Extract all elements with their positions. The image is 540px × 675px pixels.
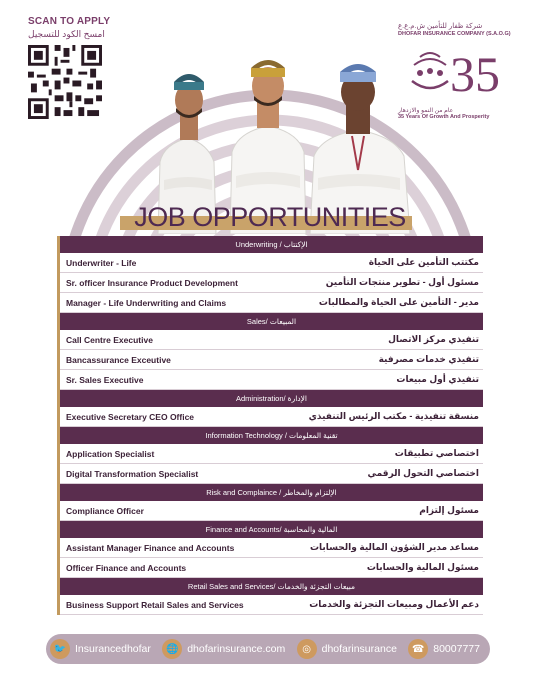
instagram-icon: ◎ [297, 639, 317, 659]
company-name-en: DHOFAR INSURANCE COMPANY (S.A.O.G) [398, 31, 511, 37]
job-row[interactable] [60, 370, 483, 390]
company-name-ar: شركة ظفار للتأمين ش.م.ع.ع [398, 23, 483, 30]
job-title-ar: اختصاصي تطبيقات [394, 448, 479, 458]
section-heading: Administration/ الإدارة [60, 390, 483, 407]
job-row[interactable] [60, 501, 483, 521]
job-row[interactable] [60, 293, 483, 313]
job-row[interactable] [60, 407, 483, 427]
job-table [57, 236, 483, 615]
section-heading: Finance and Accounts/ المالية والمحاسبة [60, 521, 483, 538]
job-title-ar: دعم الأعمال ومبيعات التجزئة والخدمات [309, 599, 479, 609]
job-title-ar: تنفيذي مركز الاتصال [388, 334, 479, 344]
tagline-en: 35 Years Of Growth And Prosperity [398, 114, 490, 120]
scan-to-apply-label: SCAN TO APPLY [28, 16, 111, 27]
footer-contact-item[interactable] [50, 639, 151, 659]
job-row[interactable] [60, 330, 483, 350]
page-title: JOB OPPORTUNITIES [134, 202, 406, 232]
globe-icon: 🌐 [162, 639, 182, 659]
job-title-ar: مسئول المالية والحسابات [366, 562, 479, 572]
job-title-en: Officer Finance and Accounts [66, 562, 187, 573]
job-title-en: Assistant Manager Finance and Accounts [66, 542, 235, 553]
job-title-en: Executive Secretary CEO Office [66, 411, 195, 422]
footer-contact-text: dhofarinsurance [321, 643, 397, 655]
job-title-ar: مسئول أول - تطوير منتجات التأمين [325, 277, 479, 287]
section-heading: Risk and Complaince / الإلتزام والمخاطر [60, 484, 483, 501]
job-row[interactable] [60, 558, 483, 578]
section-heading: Underwriting / الإكتتاب [60, 236, 483, 253]
job-row[interactable] [60, 273, 483, 293]
section-heading: Sales/ المبيعات [60, 313, 483, 330]
job-title-en: Sr. Sales Executive [66, 374, 144, 385]
job-title-en: Compliance Officer [66, 505, 144, 516]
footer-contact-text: 80007777 [433, 643, 480, 655]
job-row[interactable] [60, 595, 483, 615]
job-title-ar: منسقة تنفيذية - مكتب الرئيس التنفيذي [308, 411, 479, 421]
footer-contact-text: Insurancedhofar [75, 643, 151, 655]
job-row[interactable] [60, 350, 483, 370]
job-title-ar: مدير - التأمين على الحياة والمطالبات [318, 297, 479, 307]
job-title-en: Application Specialist [66, 448, 155, 459]
job-title-en: Underwriter - Life [66, 257, 137, 268]
job-title-en: Manager - Life Underwriting and Claims [66, 297, 227, 308]
scan-to-apply-label-ar: امسح الكود للتسجيل [28, 29, 105, 39]
job-title-ar: اختصاصي التحول الرقمي [367, 468, 479, 478]
job-row[interactable] [60, 464, 483, 484]
job-table-body [57, 236, 483, 615]
job-title-en: Business Support Retail Sales and Services [66, 599, 244, 610]
twitter-icon: 🐦 [50, 639, 70, 659]
contact-footer [46, 634, 490, 664]
section-heading: Retail Sales and Services/ مبيعات التجزئة والخدمات [60, 578, 483, 595]
job-row[interactable] [60, 444, 483, 464]
footer-contact-item[interactable] [297, 639, 397, 659]
job-title-ar: تنفيذي خدمات مصرفية [378, 354, 479, 364]
job-title-ar: مكتتب التأمين على الحياة [368, 257, 479, 267]
job-title-ar: مسئول إلتزام [419, 505, 479, 515]
job-title-en: Sr. officer Insurance Product Development [66, 277, 238, 288]
section-heading: Information Technology / تقنية المعلومات [60, 427, 483, 444]
tagline-ar: عام من النمو والازدهار [398, 108, 454, 114]
anniversary-number: 35 [450, 46, 500, 101]
job-title-en: Call Centre Executive [66, 334, 153, 345]
qr-code-icon[interactable] [28, 45, 102, 119]
job-title-en: Bancassurance Exceutive [66, 354, 171, 365]
qr-block [28, 16, 111, 124]
job-title-en: Digital Transformation Specialist [66, 468, 199, 479]
title-banner [120, 202, 420, 234]
phone-icon: ☎ [408, 639, 428, 659]
footer-contact-item[interactable] [162, 639, 285, 659]
job-title-ar: تنفيذي أول مبيعات [396, 374, 479, 384]
job-row[interactable] [60, 253, 483, 273]
job-row[interactable] [60, 538, 483, 558]
job-title-ar: مساعد مدير الشؤون المالية والحسابات [309, 542, 479, 552]
footer-contact-text: dhofarinsurance.com [187, 643, 286, 655]
footer-contact-item[interactable] [408, 639, 480, 659]
